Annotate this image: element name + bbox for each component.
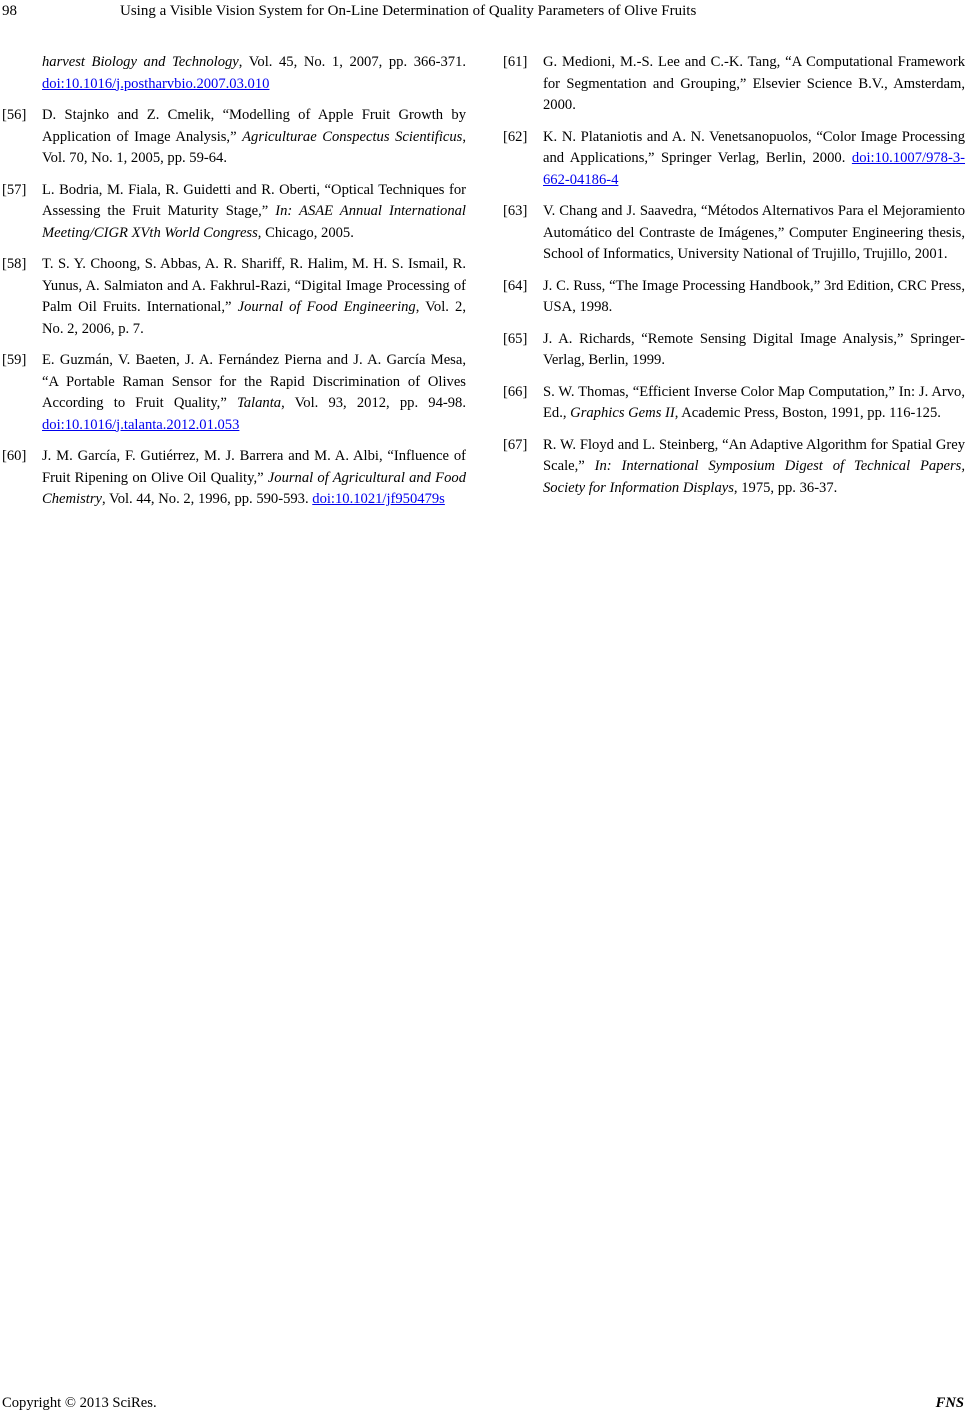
- doi-link[interactable]: doi:10.1021/jf950479s: [312, 491, 445, 507]
- ref-number: [59]: [2, 352, 27, 368]
- ref-text: D. Stajnko and Z. Cmelik, “Modelling of Apple Fruit Growth by Application of Image Analysis,”: [42, 107, 466, 145]
- ref-text: T. S. Y. Choong, S. Abbas, A. R. Shariff, R. Halim, M. H. S. Ismail, R. Yunus, A. Salmiaton and A. Fakhrul-Razi, “Digital Image Processing of Palm Oil Fruits. International,”: [42, 256, 466, 315]
- ref-text: G. Medioni, M.-S. Lee and C.-K. Tang, “A Computational Framework for Segmentation and Grouping,” Elsevier Science B.V., Amsterdam, 2000.: [543, 54, 965, 113]
- reference-64: [503, 276, 965, 319]
- ref-proceedings-title: In: International Symposium Digest of Technical Papers, Society for Information Displays: [543, 458, 965, 496]
- ref-text: J. M. García, F. Gutiérrez, M. J. Barrera and M. A. Albi, “Influence of Fruit Ripening on Olive Oil Quality,”: [42, 448, 466, 486]
- ref-number: [66]: [503, 383, 528, 400]
- ref-text: V. Chang and J. Saavedra, “Métodos Alternativos Para el Mejoramiento Automático del Contraste de Imágenes,” Computer Engineering thesis, School of Informatics, University National of Trujillo, Trujillo, 2001.: [543, 203, 965, 262]
- page-number: 98: [2, 3, 17, 19]
- ref-text: , Vol. 44, No. 2, 1996, pp. 590-593.: [102, 491, 313, 507]
- references-left-column: [2, 52, 466, 521]
- ref-number: [57]: [2, 181, 27, 198]
- reference-65: [503, 329, 965, 372]
- reference-55-continuation: [2, 52, 466, 95]
- copyright-notice: Copyright © 2013 SciRes.: [2, 1395, 157, 1411]
- reference-62: [503, 127, 965, 192]
- ref-text: , Chicago, 2005.: [257, 224, 354, 241]
- ref-text: , Vol. 70, No. 1, 2005, pp. 59-64.: [42, 128, 466, 166]
- reference-57: [2, 180, 466, 245]
- ref-number: [60]: [2, 448, 27, 464]
- ref-text: , Vol. 45, No. 1, 2007, pp. 366-371.: [238, 54, 467, 70]
- page-header: [0, 0, 968, 26]
- ref-text: E. Guzmán, V. Baeten, J. A. Fernández Pierna and J. A. García Mesa, “A Portable Raman Sensor for the Rapid Discrimination of Olives According to Fruit Quality,”: [42, 352, 466, 411]
- page-footer: [0, 1394, 968, 1414]
- doi-link[interactable]: doi:10.1007/978-3-662-04186-4: [543, 150, 965, 188]
- ref-journal-title: harvest Biology and Technology: [42, 54, 239, 70]
- ref-journal-title: In: ASAE Annual International Meeting/CIGR XVth World Congress: [42, 203, 466, 241]
- ref-text: L. Bodria, M. Fiala, R. Guidetti and R. Oberti, “Optical Techniques for Assessing the Fruit Maturity Stage,”: [42, 181, 466, 219]
- ref-number: [62]: [503, 128, 528, 145]
- reference-59: [2, 350, 466, 436]
- ref-journal-title: Journal of Agricultural and Food Chemistry: [42, 469, 466, 507]
- doi-link[interactable]: doi:10.1016/j.talanta.2012.01.053: [42, 416, 240, 433]
- ref-journal-title: Agriculturae Conspectus Scientificus: [242, 128, 463, 145]
- reference-66: [503, 382, 965, 425]
- ref-number: [67]: [503, 436, 528, 453]
- ref-text: J. C. Russ, “The Image Processing Handbook,” 3rd Edition, CRC Press, USA, 1998.: [543, 277, 965, 315]
- ref-text: , Vol. 93, 2012, pp. 94-98.: [281, 395, 466, 411]
- reference-56: [2, 105, 466, 170]
- ref-journal-title: Journal of Food Engineering: [237, 299, 416, 315]
- ref-text: K. N. Plataniotis and A. N. Venetsanopuolos, “Color Image Processing and Applications,” Springer Verlag, Berlin, 2000.: [543, 128, 965, 166]
- ref-number: [56]: [2, 107, 27, 123]
- reference-60: [2, 446, 466, 511]
- reference-58: [2, 254, 466, 340]
- ref-journal-title: Talanta: [236, 395, 282, 411]
- references-right-column: [503, 52, 965, 509]
- ref-number: [65]: [503, 330, 528, 347]
- ref-number: [58]: [2, 256, 27, 272]
- ref-text: S. W. Thomas, “Efficient Inverse Color Map Computation,” In: J. Arvo, Ed.,: [543, 383, 965, 421]
- ref-number: [64]: [503, 277, 528, 294]
- ref-number: [61]: [503, 54, 528, 70]
- reference-67: [503, 435, 965, 500]
- ref-text: , Academic Press, Boston, 1991, pp. 116-125.: [674, 405, 941, 421]
- ref-text: J. A. Richards, “Remote Sensing Digital Image Analysis,” Springer-Verlag, Berlin, 1999.: [543, 330, 965, 368]
- ref-text: , 1975, pp. 36-37.: [733, 479, 838, 496]
- ref-text: R. W. Floyd and L. Steinberg, “An Adaptive Algorithm for Spatial Grey Scale,”: [543, 436, 965, 474]
- reference-63: [503, 201, 965, 266]
- ref-book-title: Graphics Gems II: [570, 405, 675, 421]
- running-title: Using a Visible Vision System for On-Line Determination of Quality Parameters of Olive Fruits: [120, 3, 697, 19]
- journal-abbreviation: FNS: [935, 1395, 964, 1411]
- ref-text: , Vol. 2, No. 2, 2006, p. 7.: [42, 299, 466, 337]
- ref-number: [63]: [503, 203, 528, 219]
- doi-link[interactable]: doi:10.1016/j.postharvbio.2007.03.010: [42, 75, 270, 92]
- reference-61: [503, 52, 965, 117]
